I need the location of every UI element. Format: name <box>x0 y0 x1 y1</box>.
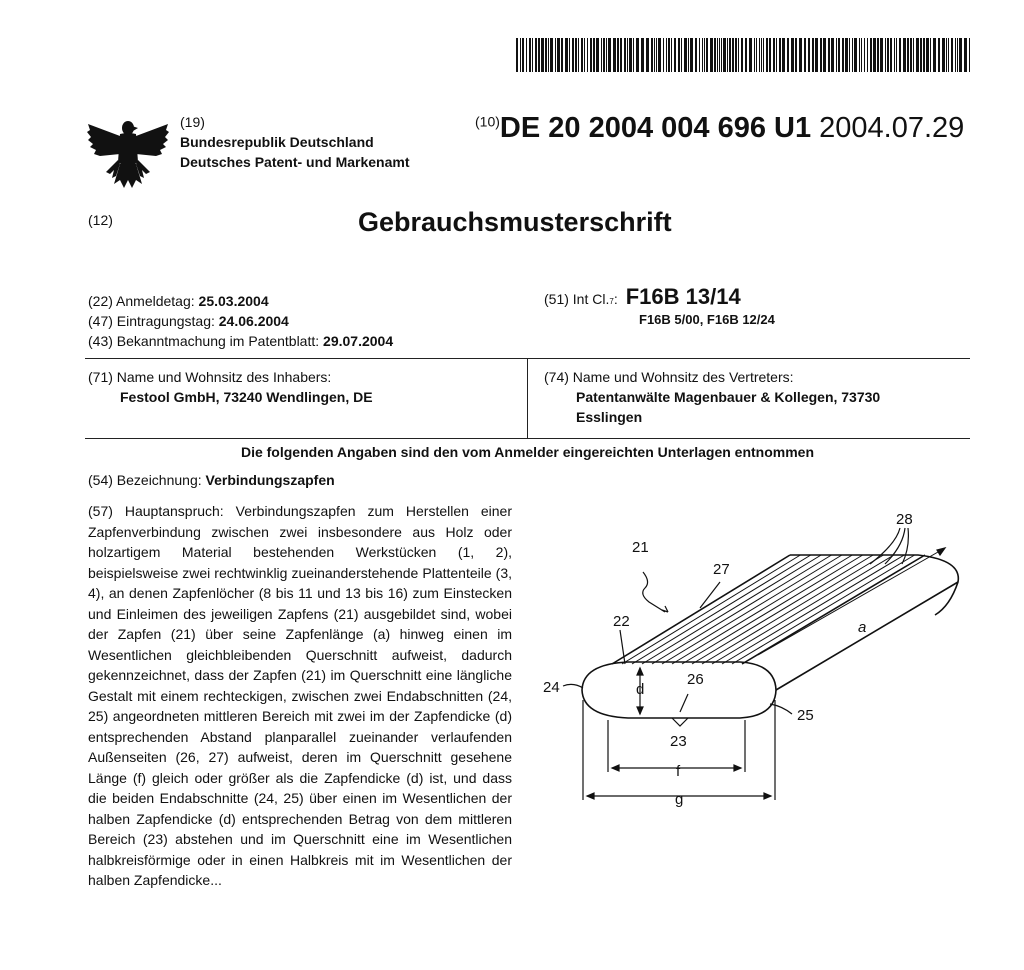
dimension-lines <box>583 548 945 800</box>
classification-block: (51) Int Cl. 7 : F16B 13/14 F16B 5/00, F16B 12/24 <box>544 284 775 327</box>
owner-block <box>88 367 373 407</box>
representative-block <box>544 367 880 427</box>
office-name: Deutsches Patent- und Markenamt <box>180 154 410 170</box>
divider-vertical <box>527 358 528 438</box>
issuer-block <box>180 112 410 172</box>
federal-eagle-emblem <box>84 110 172 194</box>
date-filing: (22) Anmeldetag: 25.03.2004 <box>88 293 269 309</box>
inid-code-10: (10) <box>475 113 500 130</box>
designation <box>88 472 335 488</box>
dowel-drawing <box>540 500 980 820</box>
label-24: 24 <box>543 679 560 696</box>
ipc-label: Int Cl. <box>572 291 610 307</box>
publication-date: 2004.07.29 <box>819 112 965 144</box>
ipc-secondary-class: F16B 5/00, F16B 12/24 <box>639 312 775 327</box>
label-d: d <box>636 681 645 698</box>
label-21: 21 <box>632 539 649 556</box>
label-26: 26 <box>687 671 704 688</box>
designation-value: Verbindungszapfen <box>205 472 335 488</box>
inid-code-19: (19) <box>180 114 205 130</box>
owner-label: (71) Name und Wohnsitz des Inhabers: <box>88 369 332 385</box>
main-claim-text: (57) Hauptanspruch: Verbindungszapfen zum Herstellen einer Zapfenverbindung zwischen zwei insbesondere aus Holz oder holzartigem Material bestehenden Werkstücken (1, 2), beispielsweise zwei rechtwinklig zueinanderstehende Plattenteile (3, 4), an denen Zapfenlöcher (8 bis 11 und 13 bis 16) zum Einstecken und Einleimen des jeweiligen Zapfens (21) ausgebildet sind, wobei der Zapfen (21) über seine Zapfenlänge (a) hinweg einen im Wesentlichen gleichbleibenden Querschnitt aufweist, dadurch gekennzeichnet, dass der Zapfen (21) im Querschnitt eine längliche Gestalt mit einem rechteckigen, zwischen zwei Endabschnitten (24, 25) angeordneten mittleren Bereich mit zwei im der Zapfendicke (d) entsprechenden Abstand planparallel zueinander verlaufenden Außenseiten (26, 27) aufweist, deren im Querschnitt gesehene Länge (f) gleich oder größer als die Zapfendicke (d) ist, und dass die beiden Endabschnitte (24, 25) über einen im Wesentlichen der halben Zapfendicke (d) entsprechenden Betrag von dem mittleren Bereich (23) abstehen und im Querschnitt eine im Wesentlichen halbkreisförmige oder in einen Halbkreis mit im Wesentlichen der halben Zapfendicke... <box>88 503 512 888</box>
owner-value: Festool GmbH, 73240 Wendlingen, DE <box>120 389 373 405</box>
designation-label: (54) Bezeichnung: <box>88 472 202 488</box>
dates-block <box>88 291 393 351</box>
representative-label: (74) Name und Wohnsitz des Vertreters: <box>544 369 794 385</box>
publication-number: DE 20 2004 004 696 U1 <box>499 112 812 144</box>
label-g: g <box>675 791 684 808</box>
document-kind-title: Gebrauchsmusterschrift <box>358 207 672 237</box>
divider-bottom <box>85 438 970 439</box>
country-name: Bundesrepublik Deutschland <box>180 134 374 150</box>
notice-text: Die folgenden Angaben sind den vom Anmelder eingereichten Unterlagen entnommen <box>240 444 815 460</box>
date-registration: (47) Eintragungstag: 24.06.2004 <box>88 313 289 329</box>
label-25: 25 <box>797 707 814 724</box>
ipc-main-class: F16B 13/14 <box>625 284 741 309</box>
label-22: 22 <box>613 613 630 630</box>
label-27: 27 <box>713 561 730 578</box>
publication-line <box>475 112 964 145</box>
inid-code-12: (12) <box>88 212 113 228</box>
representative-value-line1: Patentanwälte Magenbauer & Kollegen, 73730 <box>576 389 881 405</box>
label-28: 28 <box>896 511 913 528</box>
label-f: f <box>676 763 681 780</box>
representative-value-line2: Esslingen <box>576 409 643 425</box>
ipc-code: (51) <box>544 291 569 307</box>
date-publication: (43) Bekanntmachung im Patentblatt: 29.07.2004 <box>88 333 394 349</box>
barcode <box>516 38 974 72</box>
label-a: a <box>858 619 867 636</box>
label-23: 23 <box>670 733 687 750</box>
